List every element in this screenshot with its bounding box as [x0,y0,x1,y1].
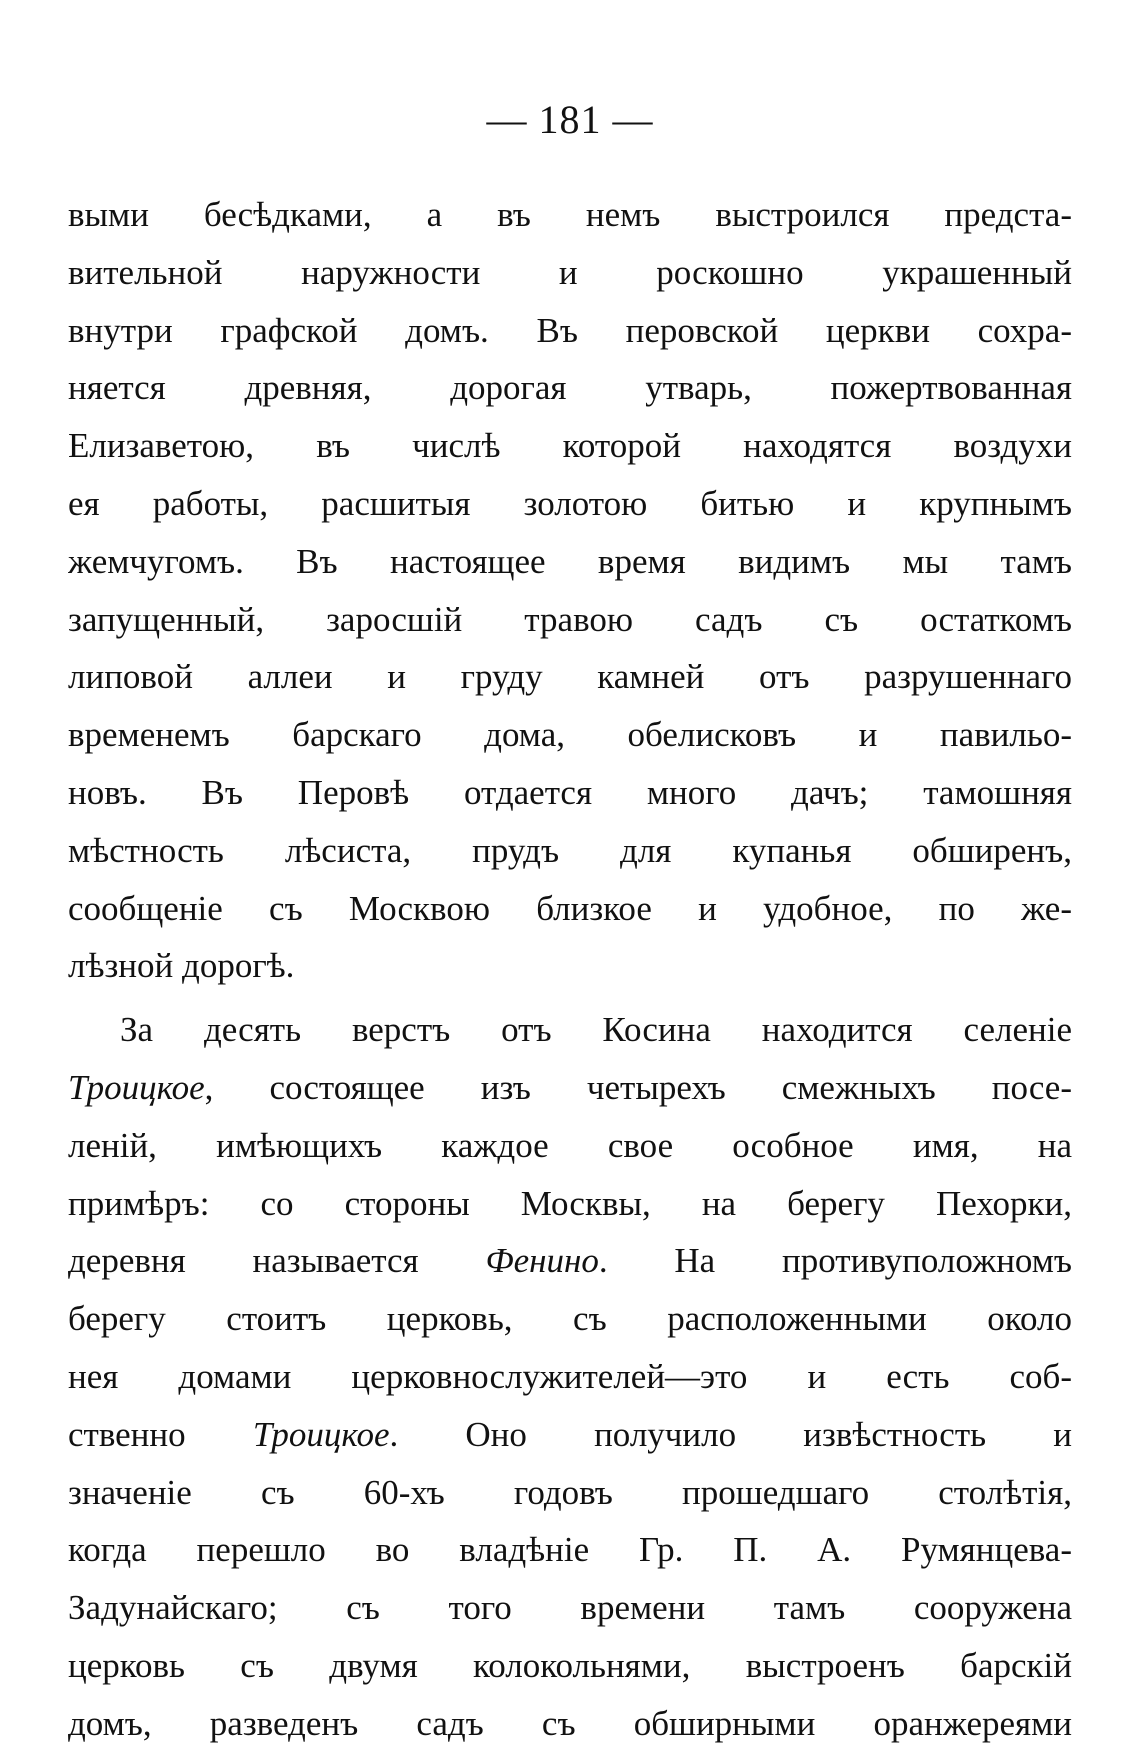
page-number: — 181 — [486,97,654,142]
text-line: временемъ барскаго дома, обелисковъ и павильо- [68,715,1072,755]
text-line: За десять верстъ отъ Косина находится селеніе [120,1010,1072,1050]
text-line: берегу стоитъ церковь, съ расположенными около [68,1299,1072,1339]
text-fragment: деревня называется [68,1241,486,1281]
italic-place-name: Троицкое [68,1067,205,1107]
text-line: няется древняя, дорогая утварь, пожертвованная [68,368,1072,408]
text-line: Елизаветою, въ числѣ которой находятся воздухи [68,426,1072,466]
text-line: нея домами церковнослужителей—это и есть соб- [68,1356,1072,1396]
text-line: лѣзной дорогѣ. [68,946,295,986]
text-line: жемчугомъ. Въ настоящее время видимъ мы тамъ [68,541,1072,581]
body-text [68,186,1072,1753]
text-line: значеніе съ 60-хъ годовъ прошедшаго столѣтія, [68,1472,1072,1512]
text-line: внутри графской домъ. Въ перовской церкви сохра- [68,310,1072,350]
text-fragment: , состоящее изъ четырехъ смежныхъ посе- [204,1067,1072,1107]
text-line: домъ, разведенъ садъ съ обширными оранжереями [68,1703,1072,1743]
text-line: леній, имѣющихъ каждое свое особное имя, на [68,1125,1072,1165]
text-line [68,1059,1072,1117]
text-line: липовой аллеи и груду камней отъ разрушеннаго [68,657,1072,697]
text-line: выми бесѣдками, а въ немъ выстроился предста- [68,195,1072,234]
italic-place-name: Фенино [485,1241,599,1281]
paragraph-2 [68,1001,1072,1752]
text-line: мѣстность лѣсиста, прудъ для купанья обширенъ, [68,830,1072,870]
text-line: запущенный, заросшій травою садъ съ остаткомъ [68,599,1072,639]
text-line: новъ. Въ Перовѣ отдается много дачъ; тамошняя [68,772,1072,812]
text-line: церковь съ двумя колокольнями, выстроенъ барскій [68,1645,1072,1685]
text-line: вительной наружности и роскошно украшенный [68,252,1072,292]
text-line: сообщеніе съ Москвою близкое и удобное, по же- [68,888,1072,928]
text-line [68,1406,1072,1464]
paragraph-1 [68,186,1072,995]
text-line: когда перешло во владѣніе Гр. П. А. Румянцева- [68,1530,1072,1570]
italic-place-name: Троицкое [252,1414,390,1454]
text-fragment: ственно [68,1414,253,1454]
text-fragment: . Оно получило извѣстность и [389,1414,1072,1454]
text-line: ея работы, расшитыя золотою битью и крупнымъ [68,483,1072,523]
text-line [68,1232,1072,1290]
text-line: Задунайскаго; съ того времени тамъ сооружена [68,1588,1072,1628]
text-line: примѣръ: со стороны Москвы, на берегу Пехорки, [68,1183,1072,1223]
text-fragment: . На противуположномъ [598,1241,1072,1281]
